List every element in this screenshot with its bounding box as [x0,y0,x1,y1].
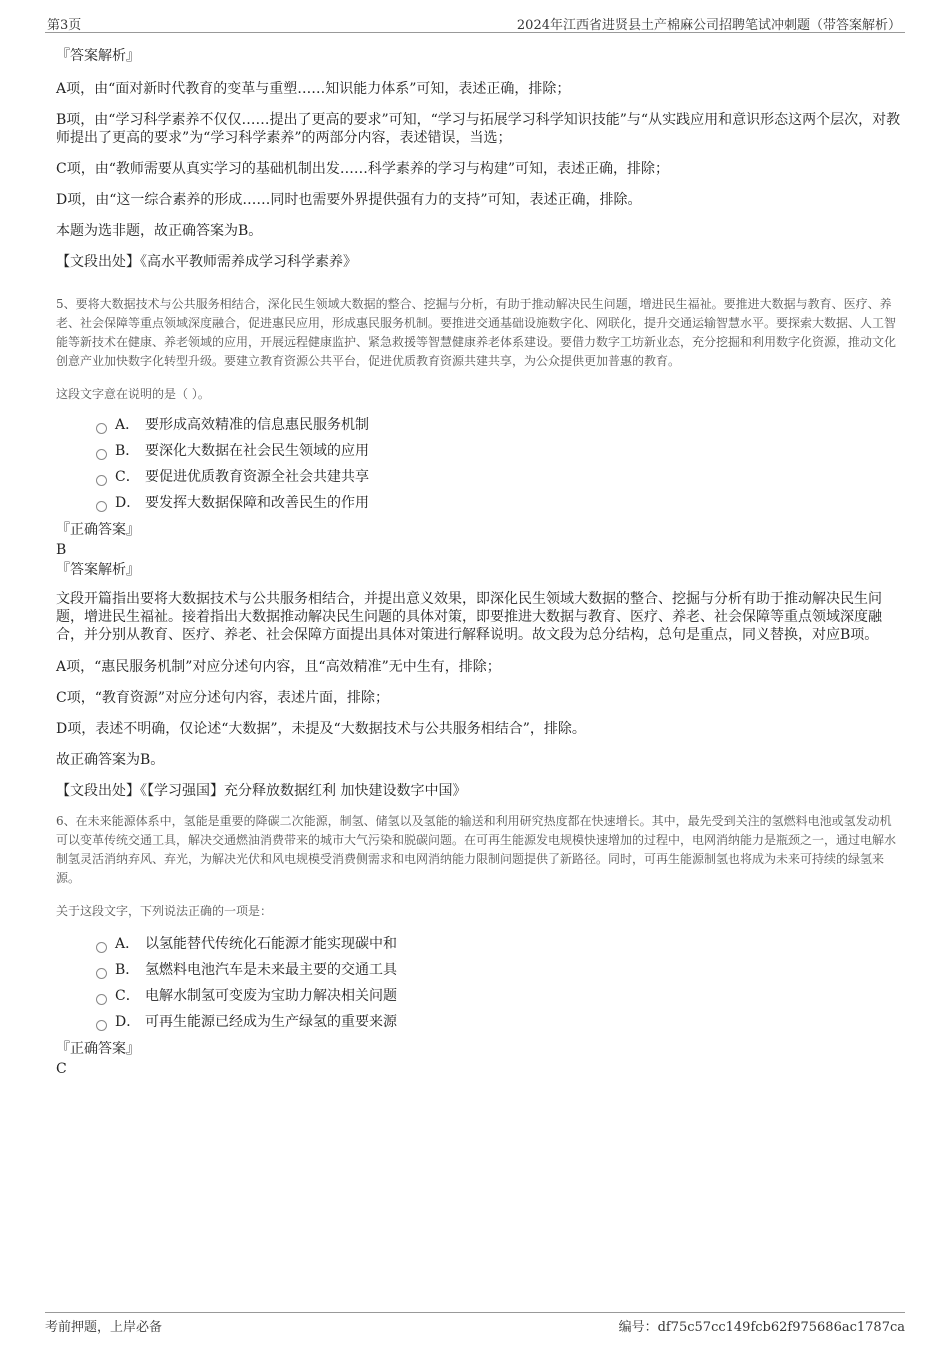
q6-question: 关于这段文字，下列说法正确的一项是： [56,904,273,918]
q4-conclusion: 本题为选非题，故正确答案为B。 [56,223,263,239]
q5-answer: B [56,542,67,558]
q5-options [96,412,902,516]
q5-analysis-c: C项，“教育资源”对应分述句内容，表述片面，排除； [56,690,390,706]
q6-option-c[interactable]: C． 电解水制氢可变废为宝助力解决相关问题 [96,983,902,1009]
radio-icon[interactable] [96,475,107,486]
q5-option-c[interactable]: C． 要促进优质教育资源全社会共建共享 [96,464,902,490]
q4-analysis-c: C项，由“教师需要从真实学习的基础机制出发……科学素养的学习与构建”可知，表述正确，排除； [56,161,670,177]
q6-answer: C [56,1061,67,1077]
q5-analysis-d: D项，表述不明确，仅论述“大数据”，未提及“大数据技术与公共服务相结合”，排除。 [56,721,586,737]
q6-passage: 6、在未来能源体系中，氢能是重要的降碳二次能源，制氢、储氢以及氢能的输送和利用研究热度都在快速增长。其中，最先受到关注的氢燃料电池或氢发动机可以变革传统交通工具，解决交通燃油消费带来的城市大气污染和脱碳问题。在可再生能源发电规模快速增加的过程中，电网消纳能力是瓶颈之一，通过电解水制氢灵活消纳弃风、弃光，为解决光伏和风电规模受消费侧需求和电网消纳能力限制问题提供了新路径。同时，可再生能源制氢也将成为未来可持续的绿氢来源。 [56,814,897,885]
q6-answer-label: 『正确答案』 [56,1041,140,1057]
page-number: 第3页 [47,18,82,33]
radio-icon[interactable] [96,501,107,512]
radio-icon[interactable] [96,968,107,979]
radio-icon[interactable] [96,449,107,460]
q4-analysis-a: A项，由“面对新时代教育的变革与重塑……知识能力体系”可知，表述正确，排除； [56,81,571,97]
document-id: 编号：df75c57cc149fcb62f975686ac1787ca [618,1320,905,1335]
document-title: 2024年江西省进贤县土产棉麻公司招聘笔试冲刺题（带答案解析） [516,18,901,33]
q6-option-d[interactable]: D． 可再生能源已经成为生产绿氢的重要来源 [96,1009,902,1035]
q4-analysis-d: D项，由“这一综合素养的形成……同时也需要外界提供强有力的支持”可知，表述正确，排除。 [56,192,642,208]
q5-option-b[interactable]: B． 要深化大数据在社会民生领域的应用 [96,438,902,464]
q6-options [96,931,902,1035]
q5-source: 【文段出处】《【学习强国】充分释放数据红利 加快建设数字中国》 [56,783,467,799]
radio-icon[interactable] [96,423,107,434]
q5-option-a[interactable]: A． 要形成高效精准的信息惠民服务机制 [96,412,902,438]
q6-option-b[interactable]: B． 氢燃料电池汽车是未来最主要的交通工具 [96,957,902,983]
q5-analysis: 文段开篇指出要将大数据技术与公共服务相结合，并提出意义效果，即深化民生领域大数据的整合、挖掘与分析有助于推动解决民生问题，增进民生福祉。接着指出大数据推动解决民生问题的具体对策，即要推进大数据与教育、医疗、养老、社会保障等重点领域深度融合，并分别从教育、医疗、养老、社会保障方面提出具体对策进行解释说明。故文段为总分结构，总句是重点，同义替换，对应B项。 [56,591,882,643]
radio-icon[interactable] [96,1020,107,1031]
q5-answer-label: 『正确答案』 [56,522,140,538]
q5-passage: 5、要将大数据技术与公共服务相结合，深化民生领域大数据的整合、挖掘与分析，有助于推动解决民生问题，增进民生福祉。要推进大数据与教育、医疗、养老、社会保障等重点领域深度融合，促进惠民应用，形成惠民服务机制。要推进交通基础设施数字化、网联化，提升交通运输智慧水平。要探索大数据、人工智能等新技术在健康、养老领域的应用，开展远程健康监护、紧急救援等智慧健康养老体系建设。要借力数字工坊新业态，充分挖掘和利用数字化资源，推动文化创意产业加快数字化转型升级。要建立教育资源公共平台，促进优质教育资源共建共享，为公众提供更加普惠的教育。 [56,297,897,368]
q6-option-a[interactable]: A． 以氢能替代传统化石能源才能实现碳中和 [96,931,902,957]
q5-analysis-label: 『答案解析』 [56,562,140,578]
page-header [45,12,905,33]
page-content [56,44,902,1079]
q5-analysis-a: A项，“惠民服务机制”对应分述句内容，且“高效精准”无中生有，排除； [56,659,501,675]
footer-slogan: 考前押题，上岸必备 [45,1320,163,1335]
radio-icon[interactable] [96,942,107,953]
q4-source: 【文段出处】《高水平教师需养成学习科学素养》 [56,254,357,270]
q5-conclusion: 故正确答案为B。 [56,752,165,768]
q4-analysis-label: 『答案解析』 [56,48,140,64]
q5-question: 这段文字意在说明的是（ ）。 [56,387,210,401]
page-footer [45,1312,905,1335]
radio-icon[interactable] [96,994,107,1005]
q5-option-d[interactable]: D． 要发挥大数据保障和改善民生的作用 [96,490,902,516]
q4-analysis-b: B项，由“学习科学素养不仅仅……提出了更高的要求”可知，“学习与拓展学习科学知识技能”与“从实践应用和意识形态这两个层次，对教师提出了更高的要求”为“学习科学素养”的两部分内容，表述错误，当选； [56,112,901,146]
